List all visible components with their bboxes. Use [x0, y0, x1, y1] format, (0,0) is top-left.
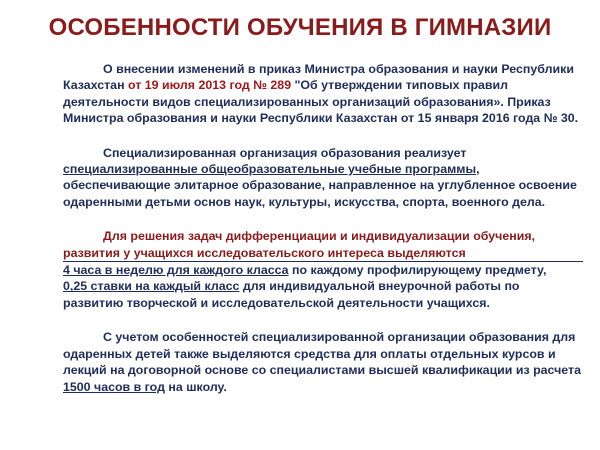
rate-purpose-text: для индивидуальной внеурочной работы по развитию творческой и исследовательской деятельности учащихся.: [63, 279, 520, 310]
specialized-text-start: Специализированная организация образования реализует: [103, 145, 467, 160]
specialized-programs-underlined: специализированные общеобразовательные учебные программы: [63, 162, 477, 177]
hours-per-week-underlined: 4 часа в неделю для каждого класса: [63, 263, 289, 278]
order-text-start: О внесении изменений в приказ Министра образования и науки Республики Казахстан: [63, 62, 574, 93]
paragraph-order-reference: [63, 61, 583, 127]
funding-text-end: на школу.: [164, 379, 227, 394]
paragraph-funding: [63, 329, 583, 395]
paragraph-hours-allocation: [63, 262, 583, 311]
slide-body: [63, 61, 583, 395]
differentiation-text: Для решения задач дифференциации и индивидуализации обучения, развития у учащихся исследовательского интереса выделяются: [63, 229, 536, 260]
hours-per-subject-text: по каждому профилирующему предмету,: [288, 263, 547, 278]
specialized-text-end: , обеспечивающие элитарное образование, направленное на углубленное освоение одаренными детьми основ наук, культуры, искусства, спорта, военного дела.: [63, 162, 577, 209]
paragraph-differentiation: [63, 228, 583, 262]
order-text-end: "Об утверждении типовых правил деятельности видов специализированных организаций образования». Приказ Министра образования и науки Республики Казахстан от 15 января 2016 года № 30.: [63, 78, 579, 126]
order-date: от 19 июля 2013 год № 289: [128, 78, 292, 93]
rate-per-class-underlined: 0,25 ставки на каждый класс: [63, 279, 240, 294]
page-title: ОСОБЕННОСТИ ОБУЧЕНИЯ В ГИМНАЗИИ: [48, 14, 552, 41]
paragraph-specialized-organization: [63, 145, 583, 211]
funding-text-start: С учетом особенностей специализированной организации образования для одаренных детей также выделяются средства для оплаты отдельных курсов и лекций на договорной основе со специалистами высшей квалификации из расчета: [63, 330, 581, 378]
hours-per-year-underlined: 1500 часов в год: [63, 379, 165, 394]
